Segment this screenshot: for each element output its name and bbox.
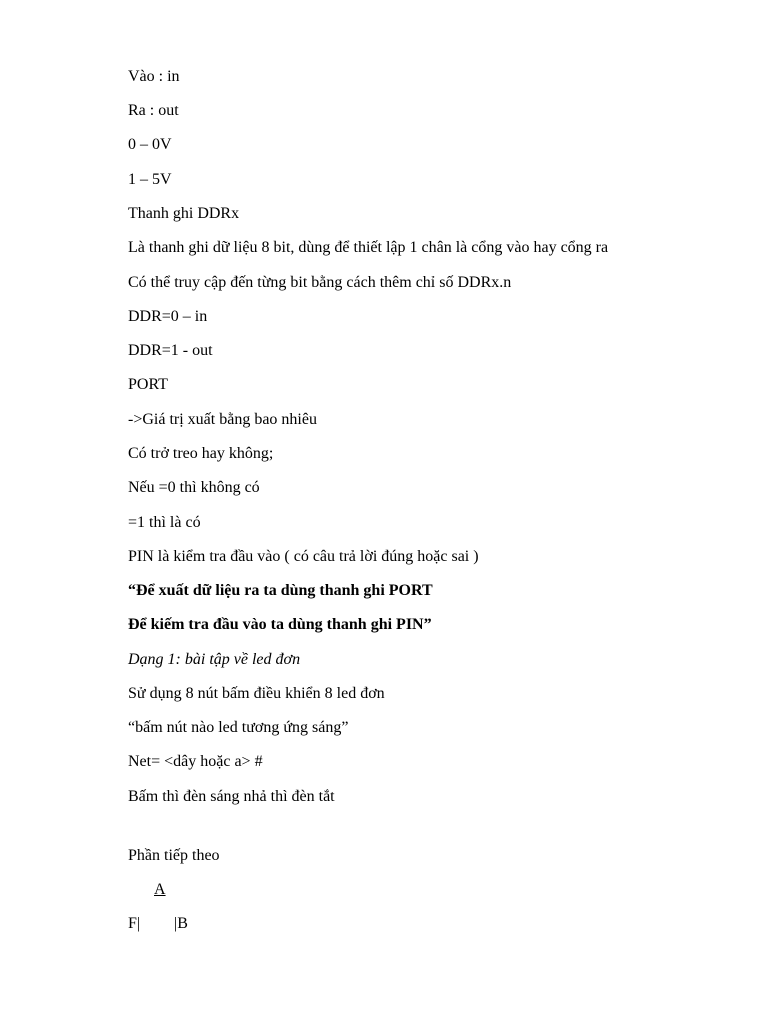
text-line-ddrx-heading: Thanh ghi DDRx — [128, 205, 240, 222]
text-line-ddr0: DDR=0 – in — [128, 308, 208, 325]
text-line-ddrx-description: Là thanh ghi dữ liệu 8 bit, dùng để thiết lập 1 chân là cổng vào hay cổng ra — [128, 239, 609, 256]
text-line-output-value: ->Giá trị xuất bằng bao nhiêu — [128, 411, 317, 428]
text-line-5v: 1 – 5V — [128, 171, 172, 188]
text-line-if-zero: Nếu =0 thì không có — [128, 479, 260, 496]
segment-label-b: |B — [174, 915, 188, 932]
text-line-port: PORT — [128, 376, 168, 393]
text-line-if-one: =1 thì là có — [128, 514, 201, 531]
text-line-ddr1: DDR=1 - out — [128, 342, 213, 359]
text-line-bold-pin: Để kiếm tra đầu vào ta dùng thanh ghi PIN” — [128, 616, 432, 633]
text-line-next-part: Phần tiếp theo — [128, 847, 220, 864]
text-line-button-led-quote: “bấm nút nào led tương ứng sáng” — [128, 719, 349, 736]
text-line-press-release: Bấm thì đèn sáng nhả thì đèn tắt — [128, 788, 335, 805]
text-line-pullup: Có trở treo hay không; — [128, 445, 274, 462]
text-line-exercise-type: Dạng 1: bài tập về led đơn — [128, 651, 301, 668]
text-line-buttons-leds: Sử dụng 8 nút bấm điều khiển 8 led đơn — [128, 685, 385, 702]
text-line-ddrx-bit-access: Có thể truy cập đến từng bit bằng cách thêm chỉ số DDRx.n — [128, 274, 512, 291]
text-line-bold-port: “Để xuất dữ liệu ra ta dùng thanh ghi PORT — [128, 582, 433, 599]
text-line-ra: Ra : out — [128, 102, 179, 119]
text-line-0v: 0 – 0V — [128, 136, 172, 153]
segment-label-f: F| — [128, 915, 141, 932]
text-line-vao: Vào : in — [128, 68, 180, 85]
text-line-pin: PIN là kiểm tra đầu vào ( có câu trả lời đúng hoặc sai ) — [128, 548, 479, 565]
text-line-net: Net= <dây hoặc a> # — [128, 753, 263, 770]
segment-label-a: A — [154, 881, 166, 898]
